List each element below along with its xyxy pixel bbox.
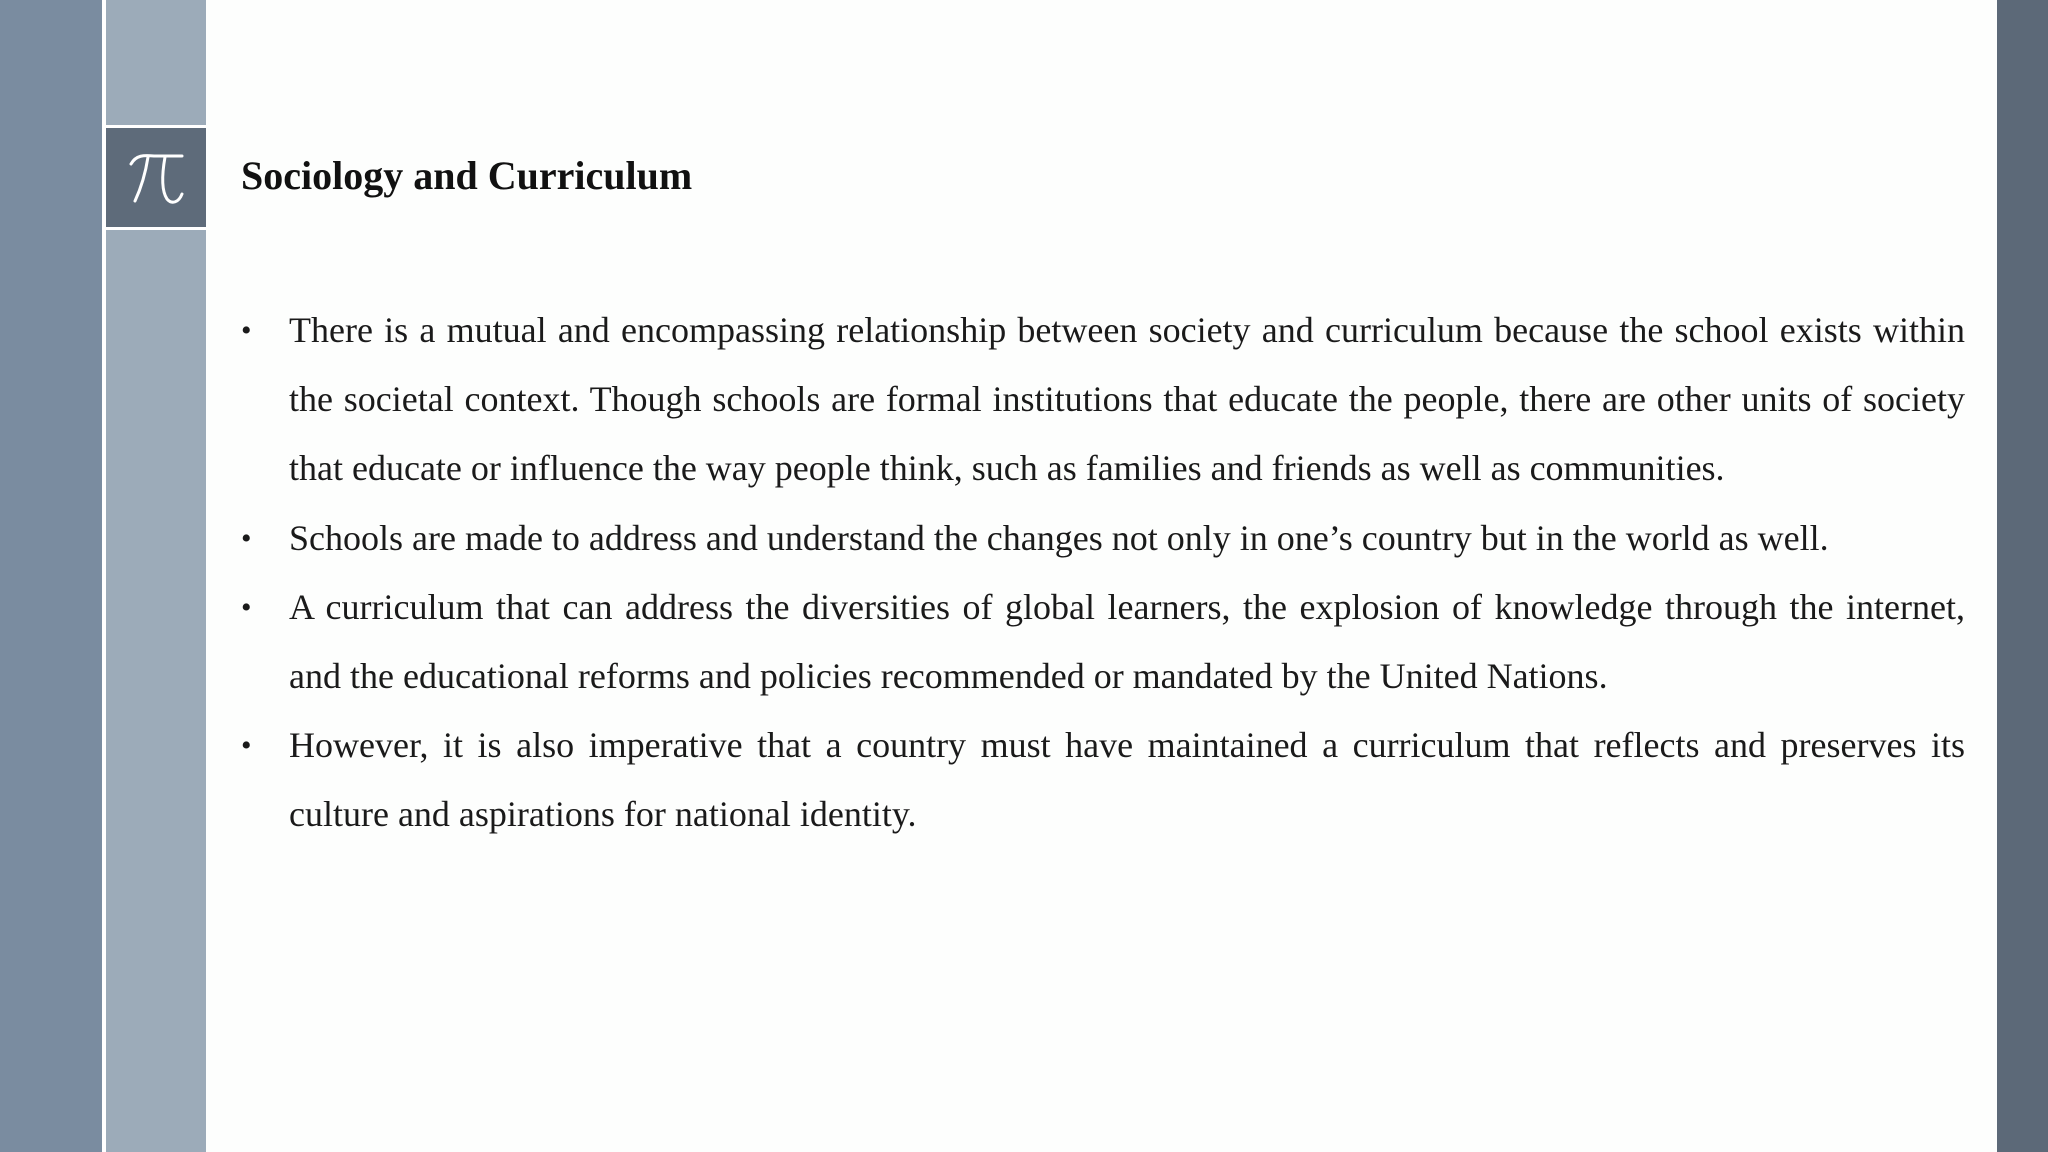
bullet-list xyxy=(241,296,1965,850)
bullet-marker: • xyxy=(241,521,252,555)
bullet-text: There is a mutual and encompassing relationship between society and curriculum because the school exists within the societal context. Though schools are formal institutions that educate the people, there are other units of society that educate or influence the way people think, such as families and friends as well as communities. xyxy=(289,310,1965,489)
bullet-marker: • xyxy=(241,729,252,763)
bullet-item-4 xyxy=(241,711,1965,849)
pi-symbol-icon xyxy=(124,146,188,210)
bullet-text: Schools are made to address and understand the changes not only in one’s country but in the world as well. xyxy=(289,517,1829,558)
left-decorative-band xyxy=(0,0,102,1152)
bullet-item-3 xyxy=(241,573,1965,711)
bullet-text: However, it is also imperative that a country must have maintained a curriculum that reflects and preserves its culture and aspirations for national identity. xyxy=(289,725,1965,835)
bullet-text: A curriculum that can address the diversities of global learners, the explosion of knowledge through the internet, and the educational reforms and policies recommended or mandated by the United Nations. xyxy=(289,586,1965,697)
slide-title: Sociology and Curriculum xyxy=(241,153,693,198)
right-decorative-band xyxy=(1997,0,2048,1152)
pi-icon-box xyxy=(106,125,206,230)
bullet-item-1 xyxy=(241,296,1965,504)
bullet-item-2 xyxy=(241,504,1965,573)
bullet-marker: • xyxy=(241,590,252,624)
bullet-marker: • xyxy=(241,314,252,347)
